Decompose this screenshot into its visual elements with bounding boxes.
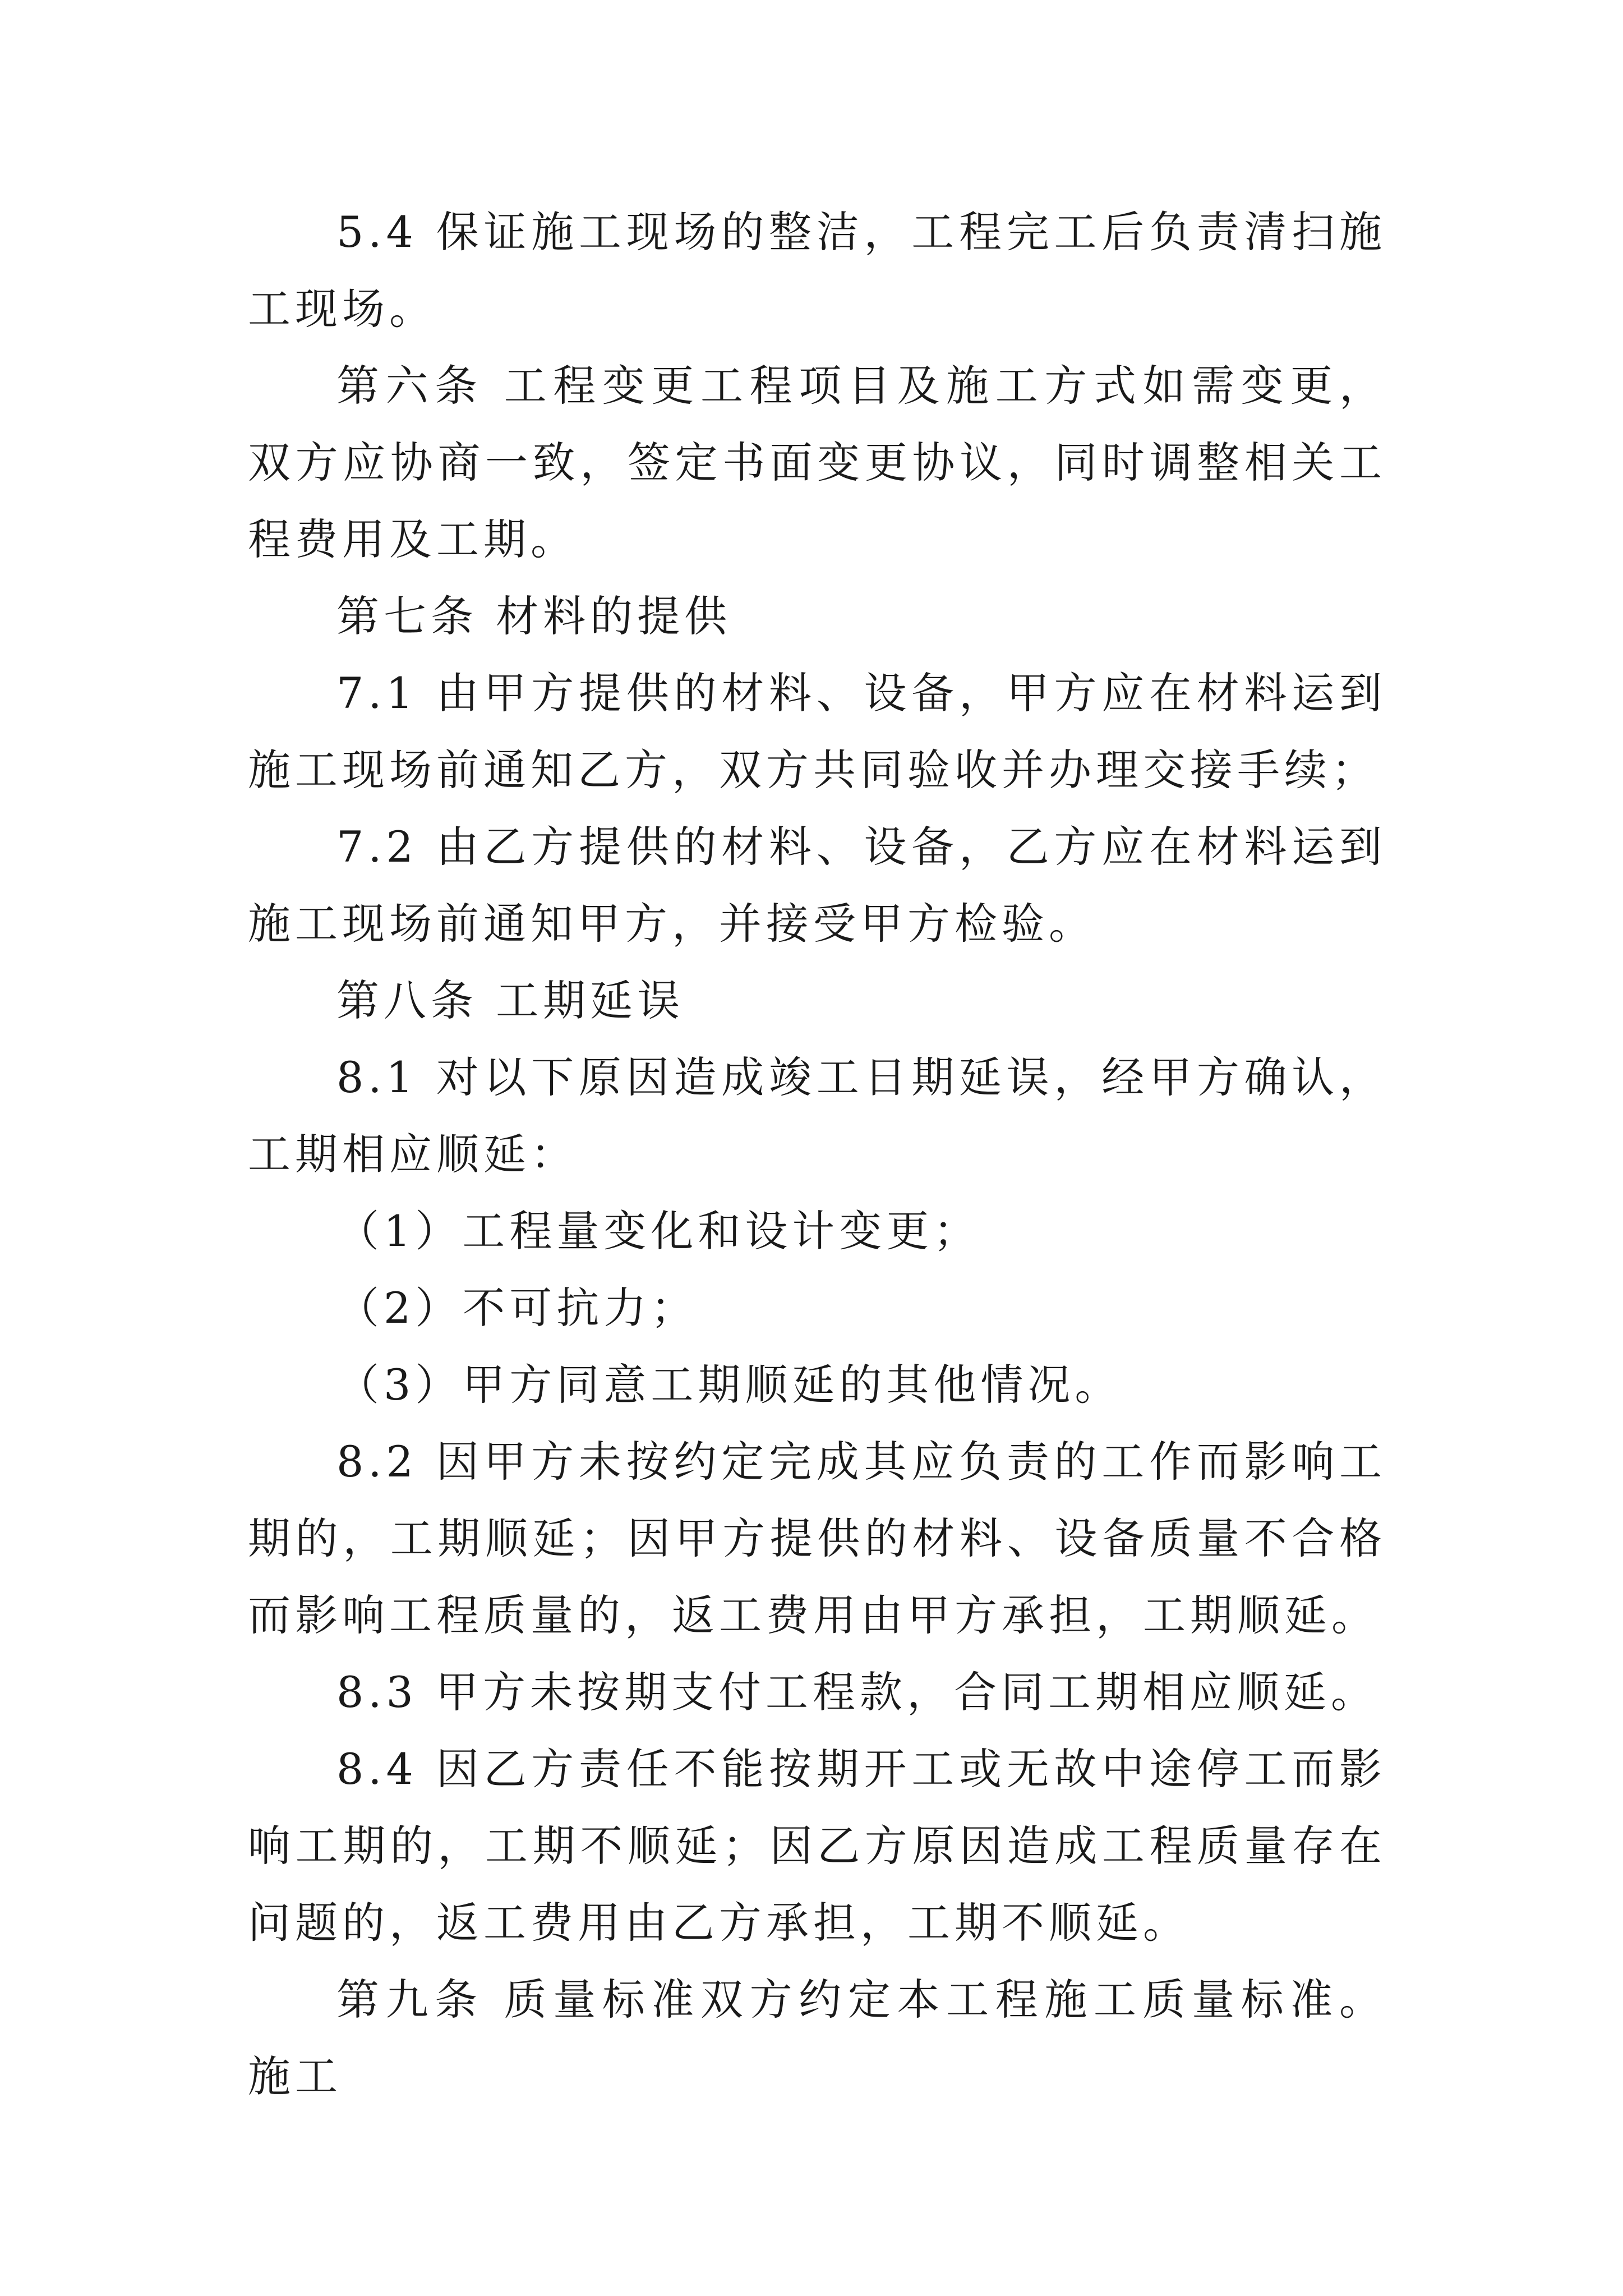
clause-8-4: 8.4 因乙方责任不能按期开工或无故中途停工而影响工期的，工期不顺延；因乙方原因造成工程质量存在问题的，返工费用由乙方承担，工期不顺延。 <box>248 1744 1386 1948</box>
article-8-heading: 第八条 工期延误 <box>336 976 685 1025</box>
clause-5-4: 5.4 保证施工现场的整洁，工程完工后负责清扫施工现场。 <box>248 207 1386 334</box>
list-item-3: （3）甲方同意工期顺延的其他情况。 <box>336 1360 1122 1410</box>
article-7-heading: 第七条 材料的提供 <box>336 591 732 641</box>
list-item-2: （2）不可抗力； <box>336 1283 698 1333</box>
clause-7-2: 7.2 由乙方提供的材料、设备，乙方应在材料运到施工现场前通知甲方，并接受甲方检验。 <box>248 822 1386 949</box>
article-9-quality-standard: 第九条 质量标准双方约定本工程施工质量标准。施工 <box>248 1975 1386 2101</box>
clause-7-1: 7.1 由甲方提供的材料、设备，甲方应在材料运到施工现场前通知乙方，双方共同验收并办理交接手续； <box>248 668 1386 795</box>
article-6-engineering-change: 第六条 工程变更工程项目及施工方式如需变更，双方应协商一致，签定书面变更协议，同时调整相关工程费用及工期。 <box>248 361 1386 564</box>
clause-8-3: 8.3 甲方未按期支付工程款，合同工期相应顺延。 <box>336 1667 1378 1717</box>
clause-8-2: 8.2 因甲方未按约定完成其应负责的工作而影响工期的，工期顺延；因甲方提供的材料、设备质量不合格而影响工程质量的，返工费用由甲方承担，工期顺延。 <box>248 1437 1386 1640</box>
clause-8-1: 8.1 对以下原因造成竣工日期延误，经甲方确认，工期相应顺延： <box>248 1052 1386 1179</box>
document-body <box>248 194 1386 2115</box>
list-item-1: （1）工程量变化和设计变更； <box>336 1206 981 1256</box>
